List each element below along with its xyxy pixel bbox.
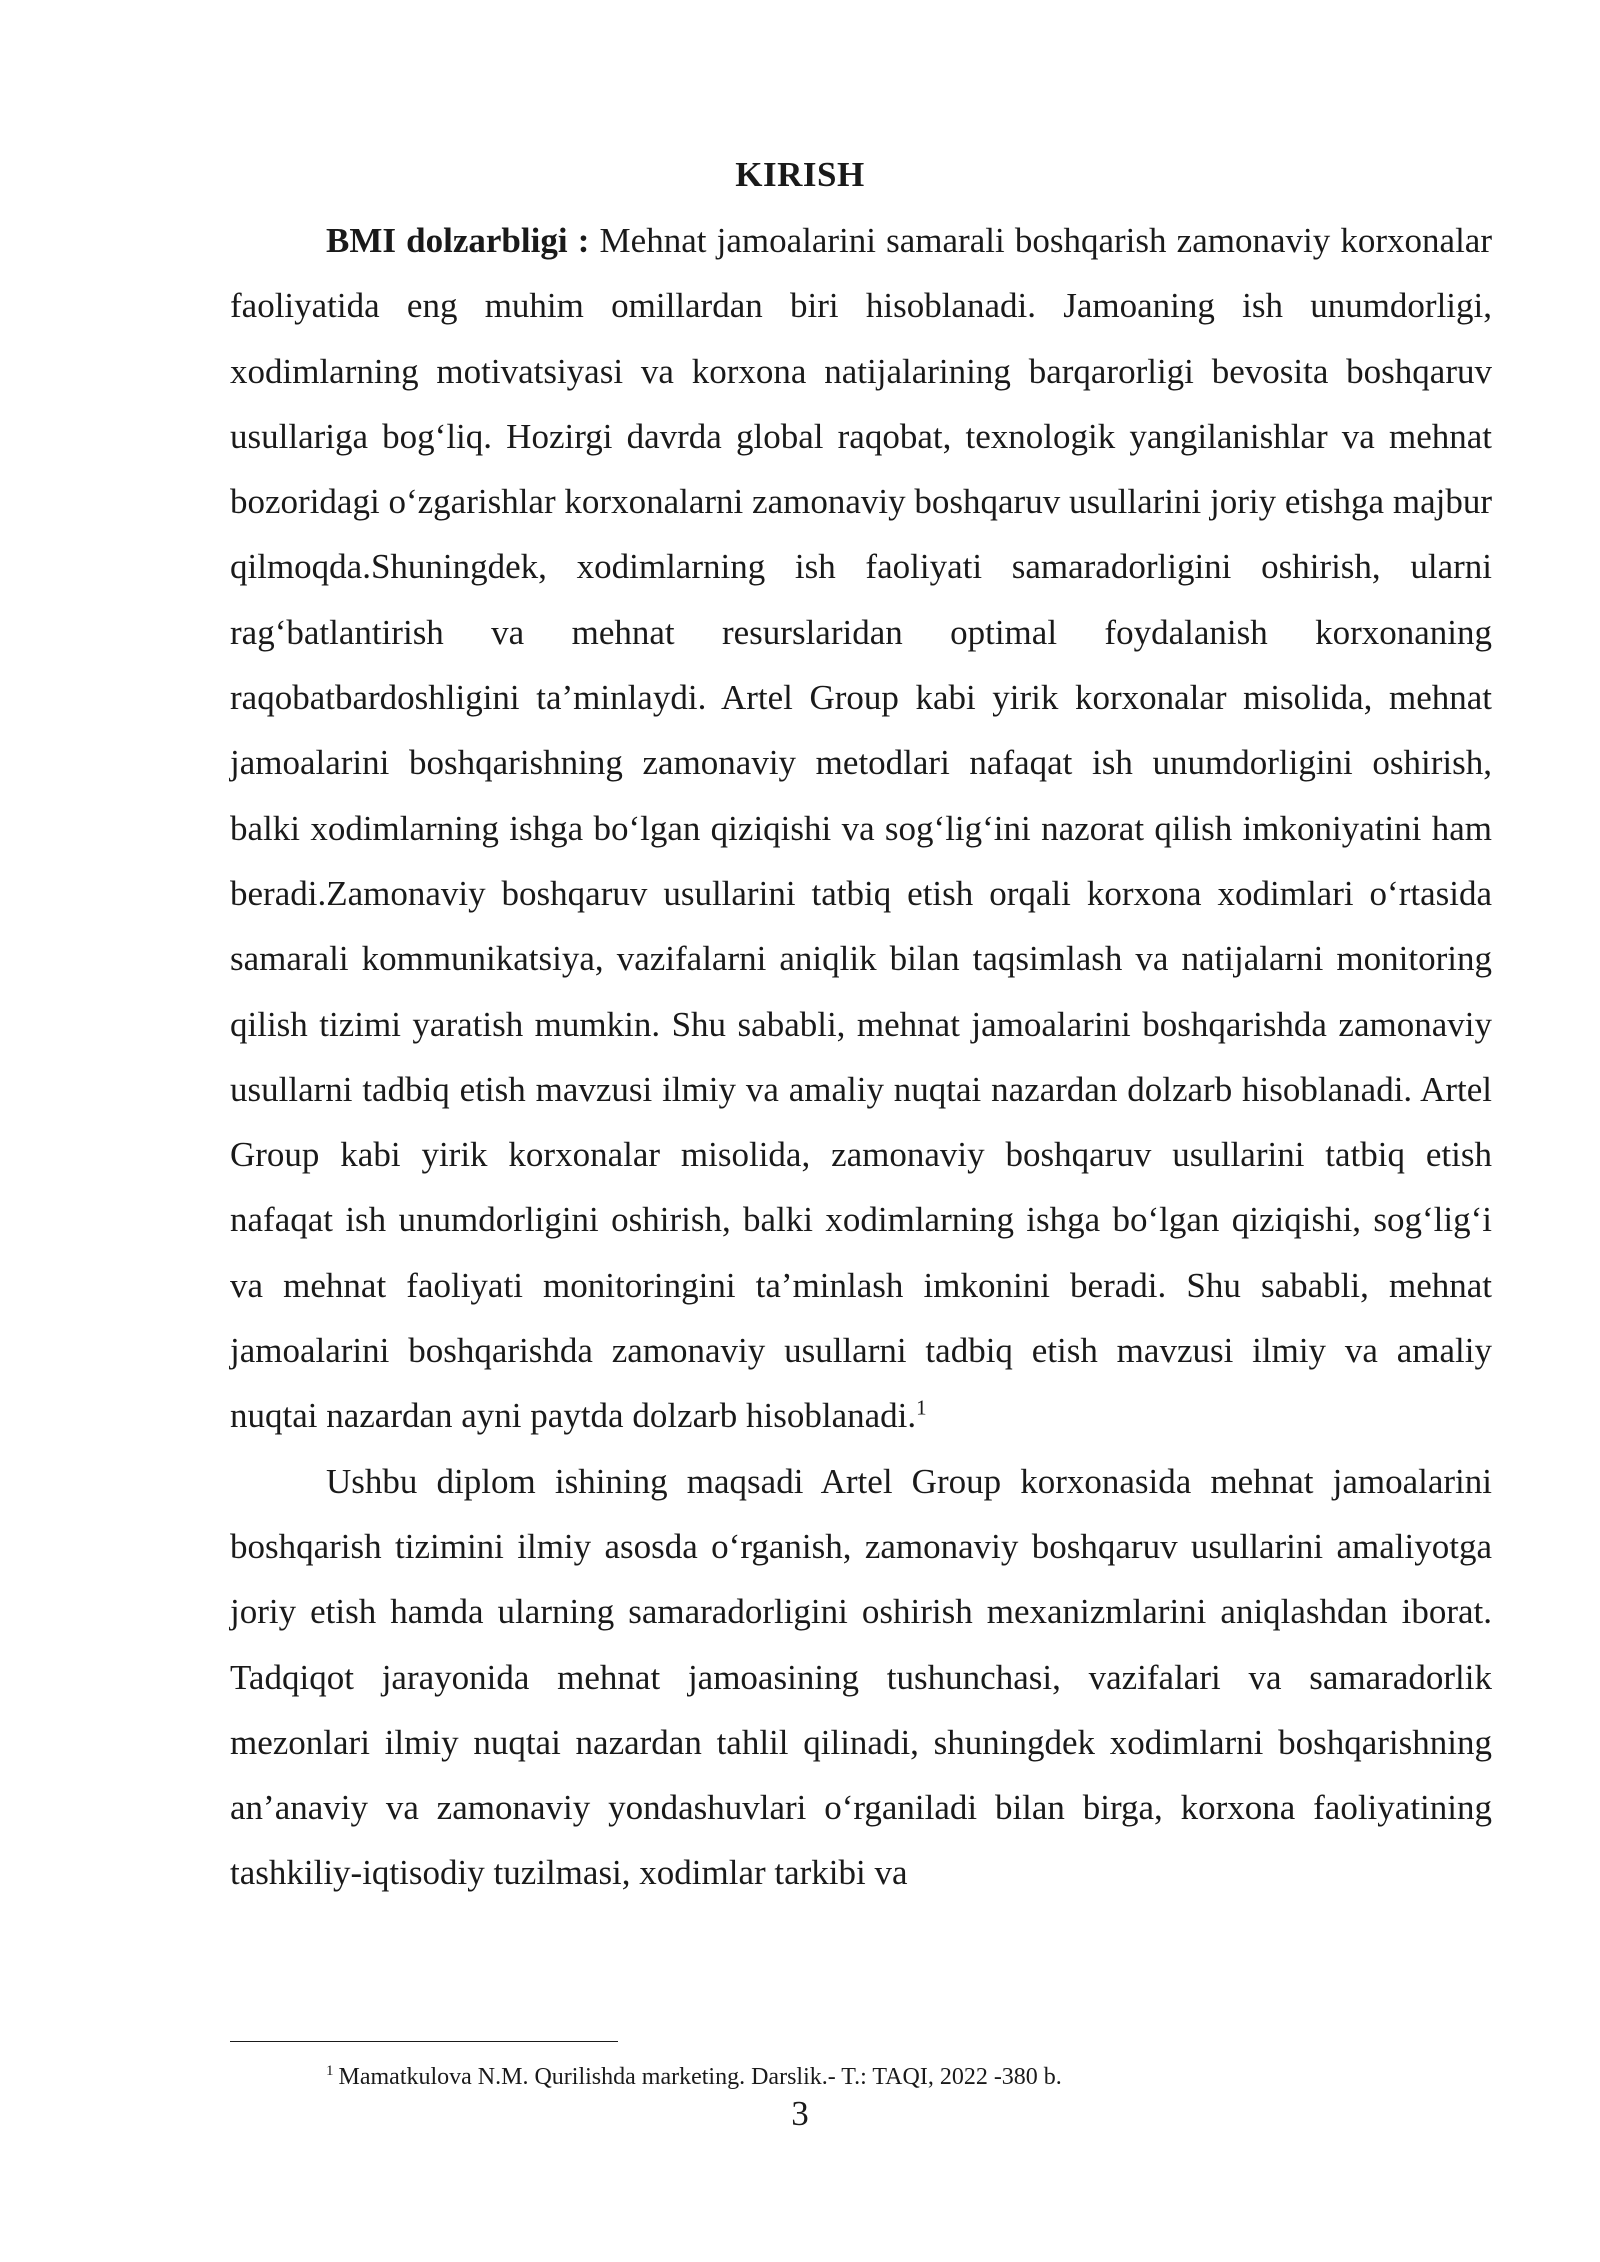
page-number: 3 <box>791 2094 809 2133</box>
footnote-reference: 1 <box>916 1395 927 1420</box>
footnote <box>326 2061 1062 2093</box>
relevance-heading: BMI dolzarbligi : <box>326 221 590 260</box>
relevance-text: Mehnat jamoalarini samarali boshqarish zamonaviy korxonalar faoliyatida eng muhim omillardan biri hisoblanadi. Jamoaning ish unumdorligi, xodimlarning motivatsiyasi va korxona natijalarining barqarorligi bevosita boshqaruv usullariga bog‘liq. Hozirgi davrda global raqobat, texnologik yangilanishlar va mehnat bozoridagi o‘zgarishlar korxonalarni zamonaviy boshqaruv usullarini joriy etishga majbur qilmoqda.Shuningdek, xodimlarning ish faoliyati samaradorligini oshirish, ularni rag‘batlantirish va mehnat resurslaridan optimal foydalanish korxonaning raqobatbardoshligini ta’minlaydi. Artel Group kabi yirik korxonalar misolida, mehnat jamoalarini boshqarishning zamonaviy metodlari nafaqat ish unumdorligini oshirish, balki xodimlarning ishga bo‘lgan qiziqishi va sog‘lig‘ini nazorat qilish imkoniyatini ham beradi.Zamonaviy boshqaruv usullarini tatbiq etish orqali korxona xodimlari o‘rtasida samarali kommunikatsiya, vazifalarni aniqlik bilan taqsimlash va natijalarni monitoring qilish tizimi yaratish mumkin. Shu sababli, mehnat jamoalarini boshqarishda zamonaviy usullarni tadbiq etish mavzusi ilmiy va amaliy nuqtai nazardan dolzarb hisoblanadi. Artel Group kabi yirik korxonalar misolida, zamonaviy boshqaruv usullarini tatbiq etish nafaqat ish unumdorligini oshirish, balki xodimlarning ishga bo‘lgan qiziqishi, sog‘lig‘i va mehnat faoliyati monitoringini ta’minlash imkonini beradi. Shu sababli, mehnat jamoalarini boshqarishda zamonaviy usullarni tadbiq etish mavzusi ilmiy va amaliy nuqtai nazardan ayni paytda dolzarb hisoblanadi. <box>230 221 1492 1436</box>
footnote-number: 1 <box>326 2063 334 2079</box>
footnote-text: Mamatkulova N.M. Qurilishda marketing. Darslik.- T.: TAQI, 2022 -380 b. <box>338 2064 1062 2090</box>
footnote-separator <box>230 2041 618 2042</box>
paragraph-purpose: Ushbu diplom ishining maqsadi Artel Group korxonasida mehnat jamoalarini boshqarish tizimini ilmiy asosda o‘rganish, zamonaviy boshqaruv usullarini amaliyotga joriy etish hamda ularning samaradorligini oshirish mexanizmlarini aniqlashdan iborat. Tadqiqot jarayonida mehnat jamoasining tushunchasi, vazifalari va samaradorlik mezonlari ilmiy nuqtai nazardan tahlil qilinadi, shuningdek xodimlarni boshqarishning an’anaviy va zamonaviy yondashuvlari o‘rganiladi bilan birga, korxona faoliyatining tashkiliy-iqtisodiy tuzilmasi, xodimlar tarkibi va <box>230 1461 1492 1893</box>
section-title: KIRISH <box>735 155 865 194</box>
paragraph-relevance <box>230 208 1492 1449</box>
body-text <box>230 208 1492 1906</box>
